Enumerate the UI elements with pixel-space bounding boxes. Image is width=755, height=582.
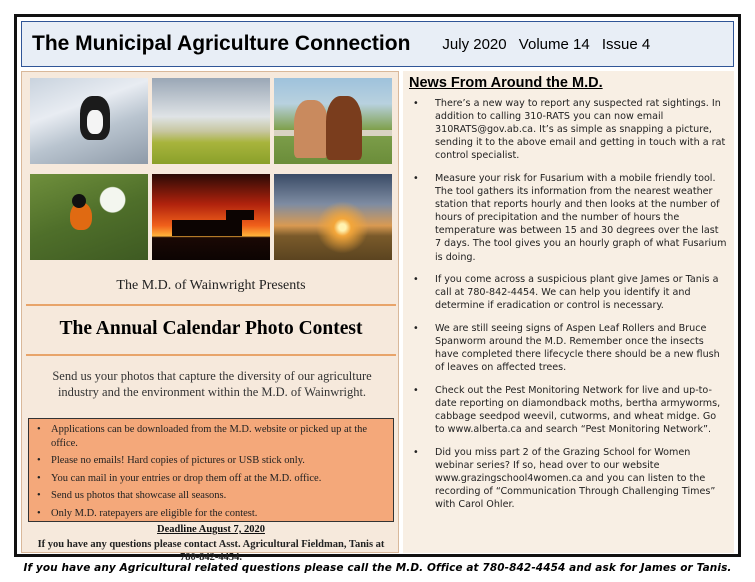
contest-intro: Send us your photos that capture the diversity of our agriculture industry and the environment within the M.D. of Wainwright. <box>52 369 372 399</box>
newsletter-page <box>14 14 741 563</box>
photo-contest-panel <box>21 71 399 563</box>
list-item: • Please no emails! Hard copies of pictures or USB stick only. <box>51 454 387 468</box>
list-item: • You can mail in your entries or drop them off at the M.D. office. <box>51 472 387 486</box>
contest-rules-list <box>51 423 387 520</box>
issue-number: Issue 4 <box>601 35 651 53</box>
masthead <box>21 21 734 67</box>
news-list <box>409 97 727 521</box>
list-item: • We are still seeing signs of Aspen Leaf Rollers and Bruce Spanworm around the M.D. Remember once the insects have completed there lifecycle there should be a new flush of leaves on affected trees. <box>409 322 727 374</box>
photo-field-sunrise <box>274 174 392 260</box>
contest-contact: If you have any questions please contact Asst. Agricultural Fieldman, Tanis at 780-842-4454. <box>37 539 385 563</box>
photo-oriole-bird <box>30 174 148 260</box>
list-item: • Check out the Pest Monitoring Network for live and up-to-date reporting on diamondback moths, bertha armyworms, cabbage seedpod weevil, cutworms, and wheat midge. Go to www.alberta.ca and search “Pest Monitoring Network”. <box>409 384 727 436</box>
issue-volume: Volume 14 <box>518 35 590 53</box>
photo-grid <box>30 78 392 268</box>
news-panel <box>403 71 734 553</box>
contest-rules-box <box>28 418 394 522</box>
contest-title: The Annual Calendar Photo Contest <box>59 318 363 339</box>
list-item: • There’s a new way to report any suspected rat sightings. In addition to calling 310-RATS you can now email 310RATS@gov.ab.ca. It’s as simple as snapping a picture, sending it to the above email and getting in touch with a rat control specialist. <box>409 97 727 162</box>
photo-harvest-sunset <box>152 174 270 260</box>
photo-canola-field <box>152 78 270 164</box>
list-item: • Send us photos that showcase all seasons. <box>51 489 387 503</box>
footer-contact-note: If you have any Agricultural related questions please call the M.D. Office at 780-842-4454 and ask for James or Tanis. <box>23 562 732 574</box>
list-item: • If you come across a suspicious plant give James or Tanis a call at 780-842-4454. We can help you identify it and determine if eradication or control is necessary. <box>409 273 727 312</box>
photo-horses <box>274 78 392 164</box>
issue-month: July 2020 <box>442 35 507 53</box>
list-item: • Applications can be downloaded from the M.D. website or picked up at the office. <box>51 423 387 450</box>
list-item: • Did you miss part 2 of the Grazing School for Women webinar series? If so, head over to our website www.grazingschool4women.ca and you can listen to the recording of “Communication Through Challenging Times” with Carol Ohler. <box>409 446 727 511</box>
divider <box>26 304 396 306</box>
photo-cat-frost <box>30 78 148 164</box>
contest-presenter: The M.D. of Wainwright Presents <box>116 278 306 293</box>
news-heading: News From Around the M.D. <box>409 75 603 91</box>
contest-deadline: Deadline August 7, 2020 <box>157 524 265 535</box>
list-item: • Measure your risk for Fusarium with a mobile friendly tool. The tool gathers its information from the nearest weather station that reports hourly and then looks at the number of hours of precipitation and the number of hours the temperature was between 15 and 30 degrees over the last 7 days. The tool gives you an hourly graph of what Fusarium is doing. <box>409 172 727 264</box>
issue-info <box>442 36 658 53</box>
list-item: • Only M.D. ratepayers are eligible for the contest. <box>51 507 387 521</box>
divider <box>26 354 396 356</box>
newsletter-title: The Municipal Agriculture Connection <box>32 32 411 55</box>
